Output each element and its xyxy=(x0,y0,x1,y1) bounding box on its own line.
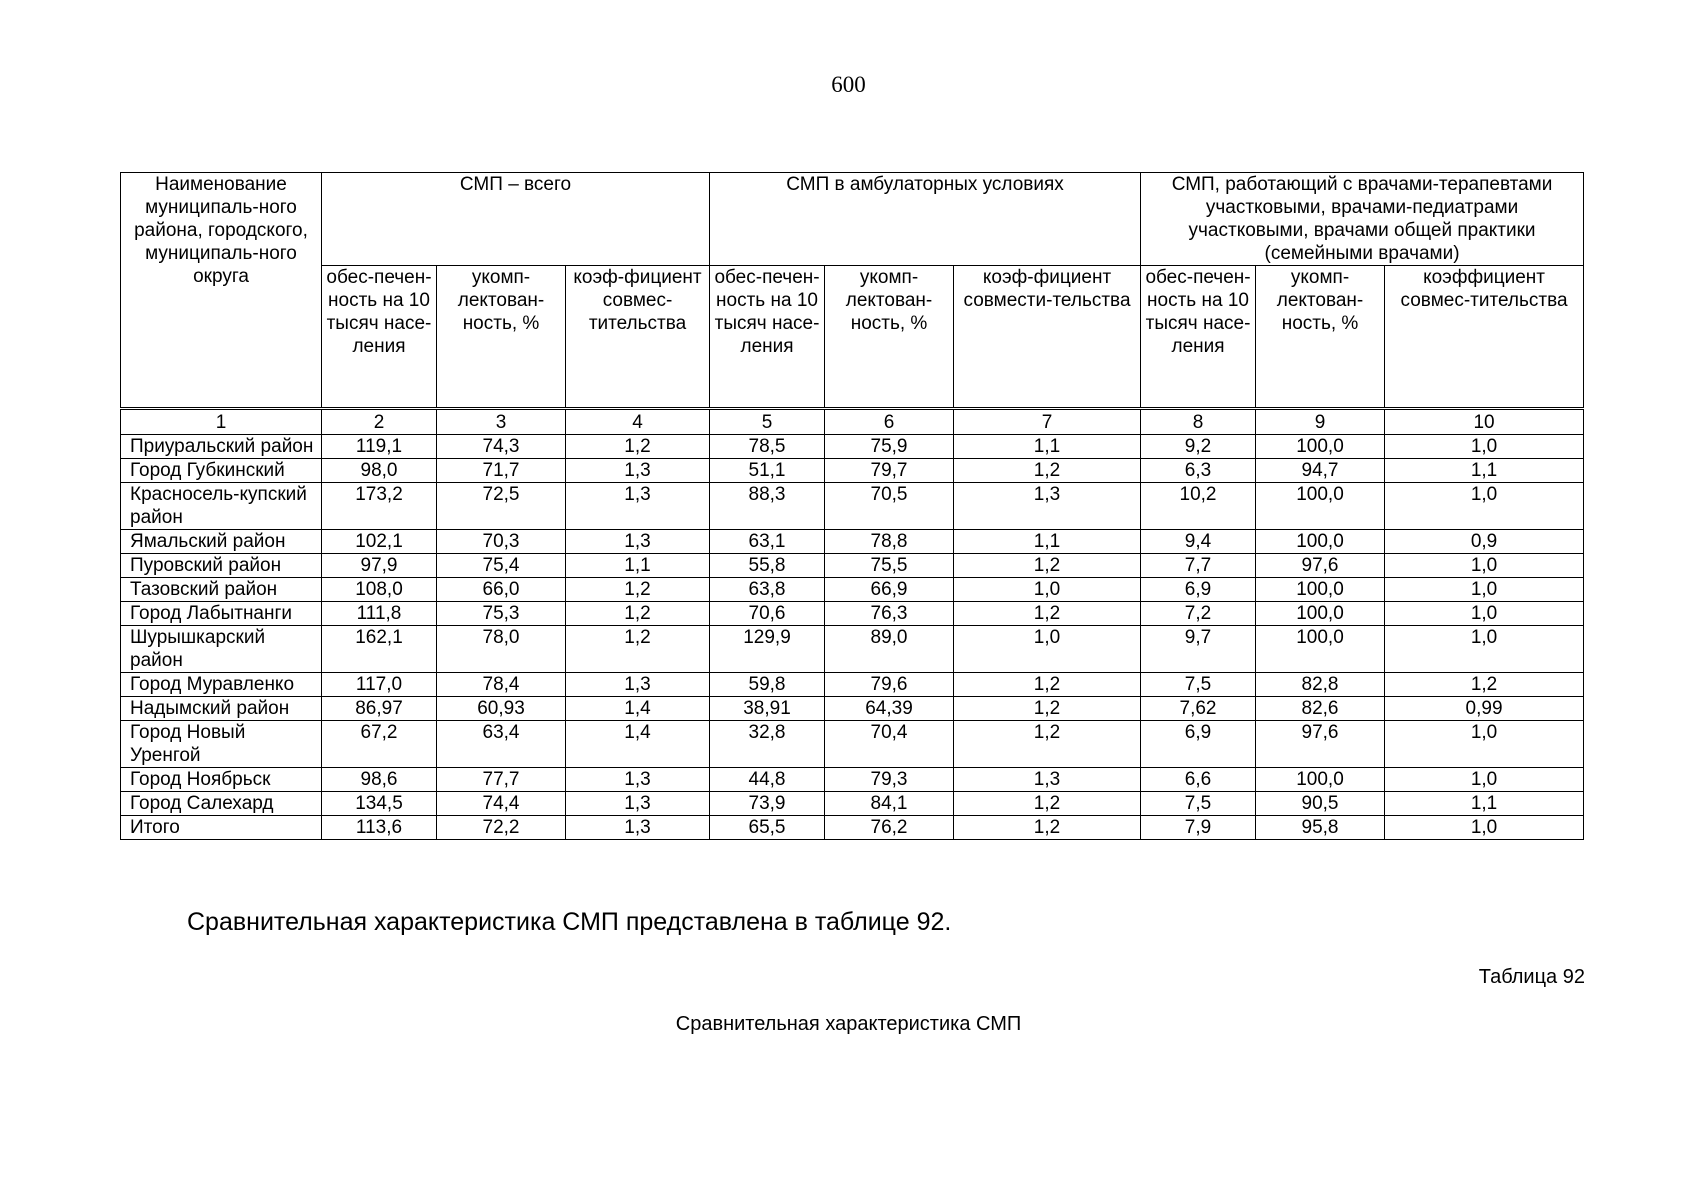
table-cell: 63,4 xyxy=(437,721,566,768)
table-cell: 1,2 xyxy=(566,578,710,602)
table-cell: 6,9 xyxy=(1141,578,1256,602)
table-cell: 1,3 xyxy=(954,768,1141,792)
table-cell: 32,8 xyxy=(710,721,825,768)
table-cell: 100,0 xyxy=(1256,483,1385,530)
table-cell: 119,1 xyxy=(322,435,437,459)
table-cell: 1,2 xyxy=(954,816,1141,840)
table-cell: 95,8 xyxy=(1256,816,1385,840)
table-cell: 97,9 xyxy=(322,554,437,578)
column-number-cell: 9 xyxy=(1256,409,1385,435)
table-cell: 63,8 xyxy=(710,578,825,602)
table-cell: 1,0 xyxy=(1385,816,1584,840)
table-cell: 7,7 xyxy=(1141,554,1256,578)
column-number-row xyxy=(121,409,1584,435)
table-cell: 1,3 xyxy=(566,673,710,697)
table-cell: 1,2 xyxy=(566,626,710,673)
table-cell: 1,0 xyxy=(1385,483,1584,530)
header-subcolumn: обес-печен-ность на 10 тысяч насе-ления xyxy=(1141,266,1256,409)
table-cell: 97,6 xyxy=(1256,721,1385,768)
row-name-cell: Итого xyxy=(121,816,322,840)
table-cell: 100,0 xyxy=(1256,602,1385,626)
table-cell: 82,8 xyxy=(1256,673,1385,697)
table-cell: 9,2 xyxy=(1141,435,1256,459)
page-number: 600 xyxy=(831,72,866,97)
table-cell: 100,0 xyxy=(1256,578,1385,602)
table-cell: 97,6 xyxy=(1256,554,1385,578)
data-table-container xyxy=(120,172,1582,840)
table-cell: 0,9 xyxy=(1385,530,1584,554)
row-name-cell: Город Муравленко xyxy=(121,673,322,697)
table-cell: 79,6 xyxy=(825,673,954,697)
row-name-cell: Шурышкарский район xyxy=(121,626,322,673)
table-cell: 78,4 xyxy=(437,673,566,697)
row-name-cell: Надымский район xyxy=(121,697,322,721)
table-row xyxy=(121,483,1584,530)
table-cell: 1,3 xyxy=(566,768,710,792)
table-cell: 86,97 xyxy=(322,697,437,721)
header-row-subcolumns xyxy=(121,266,1584,409)
table-cell: 1,3 xyxy=(566,792,710,816)
table-cell: 102,1 xyxy=(322,530,437,554)
header-subcolumn: обес-печен-ность на 10 тысяч насе-ления xyxy=(322,266,437,409)
table-cell: 88,3 xyxy=(710,483,825,530)
table-row xyxy=(121,816,1584,840)
table-row xyxy=(121,768,1584,792)
table-cell: 1,3 xyxy=(954,483,1141,530)
table-cell: 78,0 xyxy=(437,626,566,673)
column-number-cell: 3 xyxy=(437,409,566,435)
table-cell: 1,2 xyxy=(1385,673,1584,697)
column-number-cell: 5 xyxy=(710,409,825,435)
table-cell: 72,2 xyxy=(437,816,566,840)
table-cell: 6,6 xyxy=(1141,768,1256,792)
table-row xyxy=(121,697,1584,721)
table-cell: 72,5 xyxy=(437,483,566,530)
table-number: Таблица 92 xyxy=(1478,966,1585,988)
table-cell: 82,6 xyxy=(1256,697,1385,721)
table-cell: 75,5 xyxy=(825,554,954,578)
data-table xyxy=(120,172,1584,840)
table-cell: 173,2 xyxy=(322,483,437,530)
table-cell: 84,1 xyxy=(825,792,954,816)
table-cell: 89,0 xyxy=(825,626,954,673)
table-row xyxy=(121,530,1584,554)
header-group-smp-total: СМП – всего xyxy=(322,173,710,266)
column-number-cell: 8 xyxy=(1141,409,1256,435)
table-cell: 1,2 xyxy=(954,602,1141,626)
table-row xyxy=(121,602,1584,626)
table-cell: 0,99 xyxy=(1385,697,1584,721)
table-cell: 63,1 xyxy=(710,530,825,554)
table-cell: 74,3 xyxy=(437,435,566,459)
table-cell: 60,93 xyxy=(437,697,566,721)
table-cell: 6,3 xyxy=(1141,459,1256,483)
table-cell: 7,2 xyxy=(1141,602,1256,626)
table-cell: 71,7 xyxy=(437,459,566,483)
table-cell: 1,2 xyxy=(566,602,710,626)
table-cell: 78,8 xyxy=(825,530,954,554)
row-name-cell: Красносель-купский район xyxy=(121,483,322,530)
table-cell: 1,2 xyxy=(954,554,1141,578)
table-cell: 9,7 xyxy=(1141,626,1256,673)
table-cell: 1,0 xyxy=(1385,721,1584,768)
table-cell: 1,2 xyxy=(954,792,1141,816)
table-cell: 1,0 xyxy=(1385,554,1584,578)
table-cell: 70,3 xyxy=(437,530,566,554)
table-cell: 100,0 xyxy=(1256,530,1385,554)
column-number-cell: 2 xyxy=(322,409,437,435)
row-name-cell: Город Лабытнанги xyxy=(121,602,322,626)
table-cell: 77,7 xyxy=(437,768,566,792)
table-cell: 76,3 xyxy=(825,602,954,626)
table-cell: 7,9 xyxy=(1141,816,1256,840)
table-cell: 67,2 xyxy=(322,721,437,768)
table-row xyxy=(121,435,1584,459)
intro-text: Сравнительная характеристика СМП представлена в таблице 92. xyxy=(187,908,952,936)
table-cell: 1,0 xyxy=(954,626,1141,673)
column-number-cell: 1 xyxy=(121,409,322,435)
row-name-cell: Приуральский район xyxy=(121,435,322,459)
header-subcolumn: коэффициент совмес-тительства xyxy=(1385,266,1584,409)
column-number-cell: 7 xyxy=(954,409,1141,435)
table-title: Сравнительная характеристика СМП xyxy=(675,1013,1022,1035)
table-cell: 98,6 xyxy=(322,768,437,792)
table-cell: 1,3 xyxy=(566,530,710,554)
header-subcolumn: обес-печен-ность на 10 тысяч насе-ления xyxy=(710,266,825,409)
table-row xyxy=(121,721,1584,768)
table-cell: 1,2 xyxy=(954,459,1141,483)
table-cell: 74,4 xyxy=(437,792,566,816)
table-row xyxy=(121,626,1584,673)
table-row xyxy=(121,792,1584,816)
table-cell: 38,91 xyxy=(710,697,825,721)
table-cell: 70,4 xyxy=(825,721,954,768)
table-cell: 7,5 xyxy=(1141,673,1256,697)
table-cell: 1,0 xyxy=(954,578,1141,602)
table-cell: 1,1 xyxy=(566,554,710,578)
column-number-cell: 6 xyxy=(825,409,954,435)
table-cell: 162,1 xyxy=(322,626,437,673)
row-name-cell: Пуровский район xyxy=(121,554,322,578)
table-cell: 100,0 xyxy=(1256,435,1385,459)
table-cell: 1,0 xyxy=(1385,602,1584,626)
table-cell: 7,5 xyxy=(1141,792,1256,816)
table-cell: 66,0 xyxy=(437,578,566,602)
row-name-cell: Тазовский район xyxy=(121,578,322,602)
table-cell: 1,0 xyxy=(1385,578,1584,602)
table-cell: 59,8 xyxy=(710,673,825,697)
table-cell: 79,7 xyxy=(825,459,954,483)
table-cell: 1,1 xyxy=(954,435,1141,459)
table-cell: 129,9 xyxy=(710,626,825,673)
row-name-cell: Город Губкинский xyxy=(121,459,322,483)
table-cell: 108,0 xyxy=(322,578,437,602)
table-cell: 98,0 xyxy=(322,459,437,483)
table-cell: 73,9 xyxy=(710,792,825,816)
table-cell: 1,4 xyxy=(566,721,710,768)
table-cell: 79,3 xyxy=(825,768,954,792)
table-cell: 76,2 xyxy=(825,816,954,840)
header-row-groups xyxy=(121,173,1584,266)
table-cell: 75,3 xyxy=(437,602,566,626)
table-cell: 1,3 xyxy=(566,816,710,840)
table-cell: 1,2 xyxy=(566,435,710,459)
table-cell: 1,1 xyxy=(1385,792,1584,816)
table-cell: 1,0 xyxy=(1385,768,1584,792)
table-cell: 1,0 xyxy=(1385,626,1584,673)
table-cell: 65,5 xyxy=(710,816,825,840)
table-cell: 1,2 xyxy=(954,697,1141,721)
table-cell: 100,0 xyxy=(1256,768,1385,792)
table-cell: 51,1 xyxy=(710,459,825,483)
row-name-cell: Город Ноябрьск xyxy=(121,768,322,792)
table-cell: 75,4 xyxy=(437,554,566,578)
table-cell: 1,2 xyxy=(954,673,1141,697)
table-cell: 55,8 xyxy=(710,554,825,578)
header-subcolumn: коэф-фициент совмес-тительства xyxy=(566,266,710,409)
table-cell: 134,5 xyxy=(322,792,437,816)
table-cell: 78,5 xyxy=(710,435,825,459)
header-name-column: Наименование муниципаль-ного района, городского, муниципаль-ного округа xyxy=(121,173,322,409)
table-cell: 9,4 xyxy=(1141,530,1256,554)
table-cell: 1,2 xyxy=(954,721,1141,768)
table-cell: 94,7 xyxy=(1256,459,1385,483)
header-group-smp-district: СМП, работающий с врачами-терапевтами участковыми, врачами-педиатрами участковыми, врачами общей практики (семейными врачами) xyxy=(1141,173,1584,266)
header-subcolumn: коэф-фициент совмести-тельства xyxy=(954,266,1141,409)
table-cell: 70,6 xyxy=(710,602,825,626)
table-row xyxy=(121,578,1584,602)
table-cell: 10,2 xyxy=(1141,483,1256,530)
table-cell: 66,9 xyxy=(825,578,954,602)
table-cell: 90,5 xyxy=(1256,792,1385,816)
header-group-smp-ambulatory: СМП в амбулаторных условиях xyxy=(710,173,1141,266)
table-cell: 75,9 xyxy=(825,435,954,459)
table-cell: 113,6 xyxy=(322,816,437,840)
column-number-cell: 4 xyxy=(566,409,710,435)
table-cell: 1,3 xyxy=(566,459,710,483)
table-row xyxy=(121,459,1584,483)
table-row xyxy=(121,673,1584,697)
table-cell: 64,39 xyxy=(825,697,954,721)
table-cell: 1,1 xyxy=(954,530,1141,554)
table-cell: 111,8 xyxy=(322,602,437,626)
column-number-cell: 10 xyxy=(1385,409,1584,435)
table-cell: 44,8 xyxy=(710,768,825,792)
header-subcolumn: укомп-лектован-ность, % xyxy=(1256,266,1385,409)
row-name-cell: Ямальский район xyxy=(121,530,322,554)
header-subcolumn: укомп-лектован-ность, % xyxy=(437,266,566,409)
table-cell: 7,62 xyxy=(1141,697,1256,721)
table-cell: 117,0 xyxy=(322,673,437,697)
table-cell: 1,0 xyxy=(1385,435,1584,459)
table-cell: 1,1 xyxy=(1385,459,1584,483)
table-cell: 1,4 xyxy=(566,697,710,721)
table-row xyxy=(121,554,1584,578)
table-cell: 1,3 xyxy=(566,483,710,530)
table-cell: 6,9 xyxy=(1141,721,1256,768)
table-cell: 100,0 xyxy=(1256,626,1385,673)
row-name-cell: Город Новый Уренгой xyxy=(121,721,322,768)
row-name-cell: Город Салехард xyxy=(121,792,322,816)
table-cell: 70,5 xyxy=(825,483,954,530)
header-subcolumn: укомп-лектован-ность, % xyxy=(825,266,954,409)
